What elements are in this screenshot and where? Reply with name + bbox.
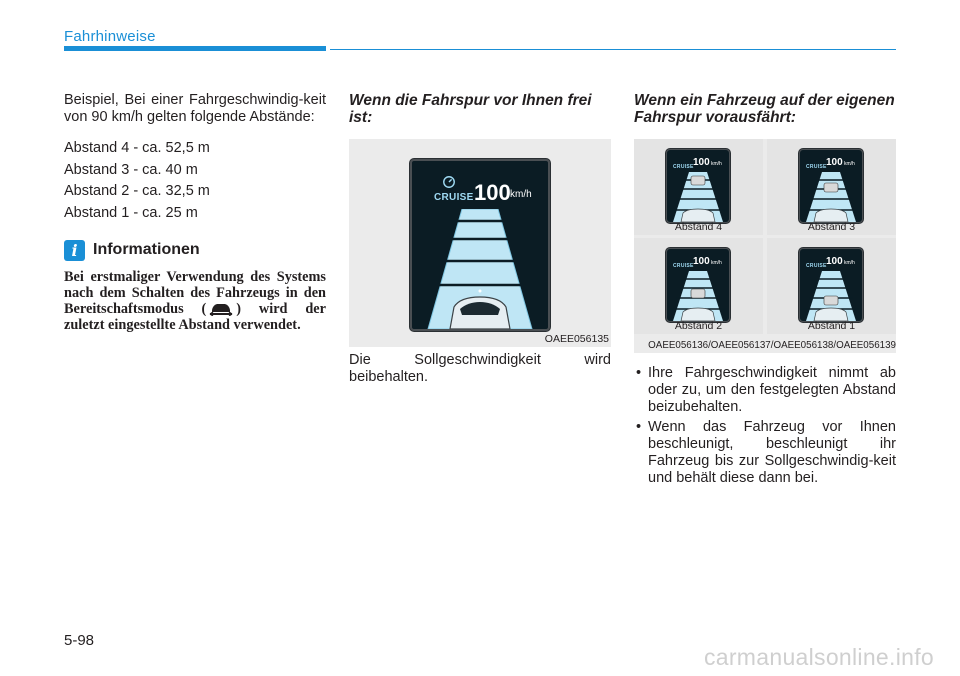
distance-panel <box>767 238 896 334</box>
figure-code: OAEE056135 <box>544 333 609 345</box>
cruise-label: CRUISE <box>673 164 694 170</box>
header-rule-thick <box>64 46 326 51</box>
bullet-dot: • <box>636 419 642 435</box>
right-heading: Wenn ein Fahrzeug auf der eigenen Fahrspur vorausfährt: <box>634 92 895 126</box>
set-speed: 100 <box>826 256 843 267</box>
set-speed: 100 <box>474 180 511 205</box>
distance-label: Abstand 3 <box>807 221 856 233</box>
distance-item: Abstand 3 - ca. 40 m <box>64 161 198 178</box>
left-column <box>64 92 326 333</box>
cruise-label: CRUISE <box>673 263 694 269</box>
cruise-label: CRUISE <box>434 192 474 203</box>
speed-unit: km/h <box>844 260 855 266</box>
speed-unit: km/h <box>510 189 532 200</box>
bullet-item <box>634 419 896 487</box>
cruise-gauge-icon <box>442 175 456 189</box>
distance-panel <box>634 139 763 235</box>
speed-unit: km/h <box>711 161 722 167</box>
cluster-display <box>410 159 550 331</box>
info-icon: i <box>64 240 85 261</box>
intro-text: Beispiel, Bei einer Fahrgeschwindig-keit von 90 km/h gelten folgende Abstände: <box>64 92 326 125</box>
cluster-display <box>666 248 730 322</box>
section-title: Fahrhinweise <box>64 28 156 45</box>
distance-label: Abstand 4 <box>674 221 723 233</box>
lane-graphic <box>667 172 729 222</box>
speed-unit: km/h <box>711 260 722 266</box>
vehicle-distance-icon <box>208 302 234 316</box>
lane-graphic <box>800 172 862 222</box>
cruise-label: CRUISE <box>806 263 827 269</box>
bullet-text: Ihre Fahrgeschwindigkeit nimmt ab oder zu, um den festgelegten Abstand beizubehalten. <box>648 365 896 415</box>
speed-unit: km/h <box>844 161 855 167</box>
bullet-dot: • <box>636 365 642 381</box>
figure-code: OAEE056136/OAEE056137/OAEE056138/OAEE056139 <box>648 340 896 351</box>
info-title: Informationen <box>93 241 200 258</box>
right-figure <box>634 139 896 353</box>
info-heading <box>64 240 326 261</box>
set-speed: 100 <box>693 256 710 267</box>
middle-heading: Wenn die Fahrspur vor Ihnen frei ist: <box>349 92 592 126</box>
bullet-text: Wenn das Fahrzeug vor Ihnen beschleunigt, beschleunigt ihr Fahrzeug bis zur Sollgeschwindig-keit und behält diese dann bei. <box>648 419 896 486</box>
cluster-display <box>799 248 863 322</box>
info-text-before: Bei erstmaliger Verwendung des Systems nach dem Schalten des Fahrzeugs in den Bereitschaftsmodus ( <box>64 268 326 317</box>
bullet-item <box>634 365 896 416</box>
set-speed: 100 <box>826 157 843 168</box>
info-text-after: ) wird der zuletzt eingestellte Abstand verwendet. <box>64 300 326 333</box>
distance-panel <box>767 139 896 235</box>
bullet-list <box>634 365 896 487</box>
lane-graphic <box>412 209 548 329</box>
lane-graphic <box>800 271 862 321</box>
cluster-display <box>666 149 730 223</box>
lane-graphic <box>667 271 729 321</box>
cluster-display <box>799 149 863 223</box>
distance-label: Abstand 1 <box>807 320 856 332</box>
watermark: carmanualsonline.info <box>703 644 934 670</box>
header-rule-thin <box>330 49 896 50</box>
distance-label: Abstand 2 <box>674 320 723 332</box>
right-column <box>634 92 896 490</box>
distance-panel <box>634 238 763 334</box>
cruise-label: CRUISE <box>806 164 827 170</box>
distance-item: Abstand 1 - ca. 25 m <box>64 204 198 221</box>
middle-column <box>349 92 611 386</box>
middle-caption: Die Sollgeschwindigkeit wird beibehalten. <box>349 352 611 385</box>
distance-item: Abstand 4 - ca. 52,5 m <box>64 140 210 156</box>
info-text <box>64 269 326 333</box>
middle-figure <box>349 139 611 347</box>
set-speed: 100 <box>693 157 710 168</box>
distance-item: Abstand 2 - ca. 32,5 m <box>64 183 210 199</box>
page-number: 5-98 <box>64 632 95 649</box>
